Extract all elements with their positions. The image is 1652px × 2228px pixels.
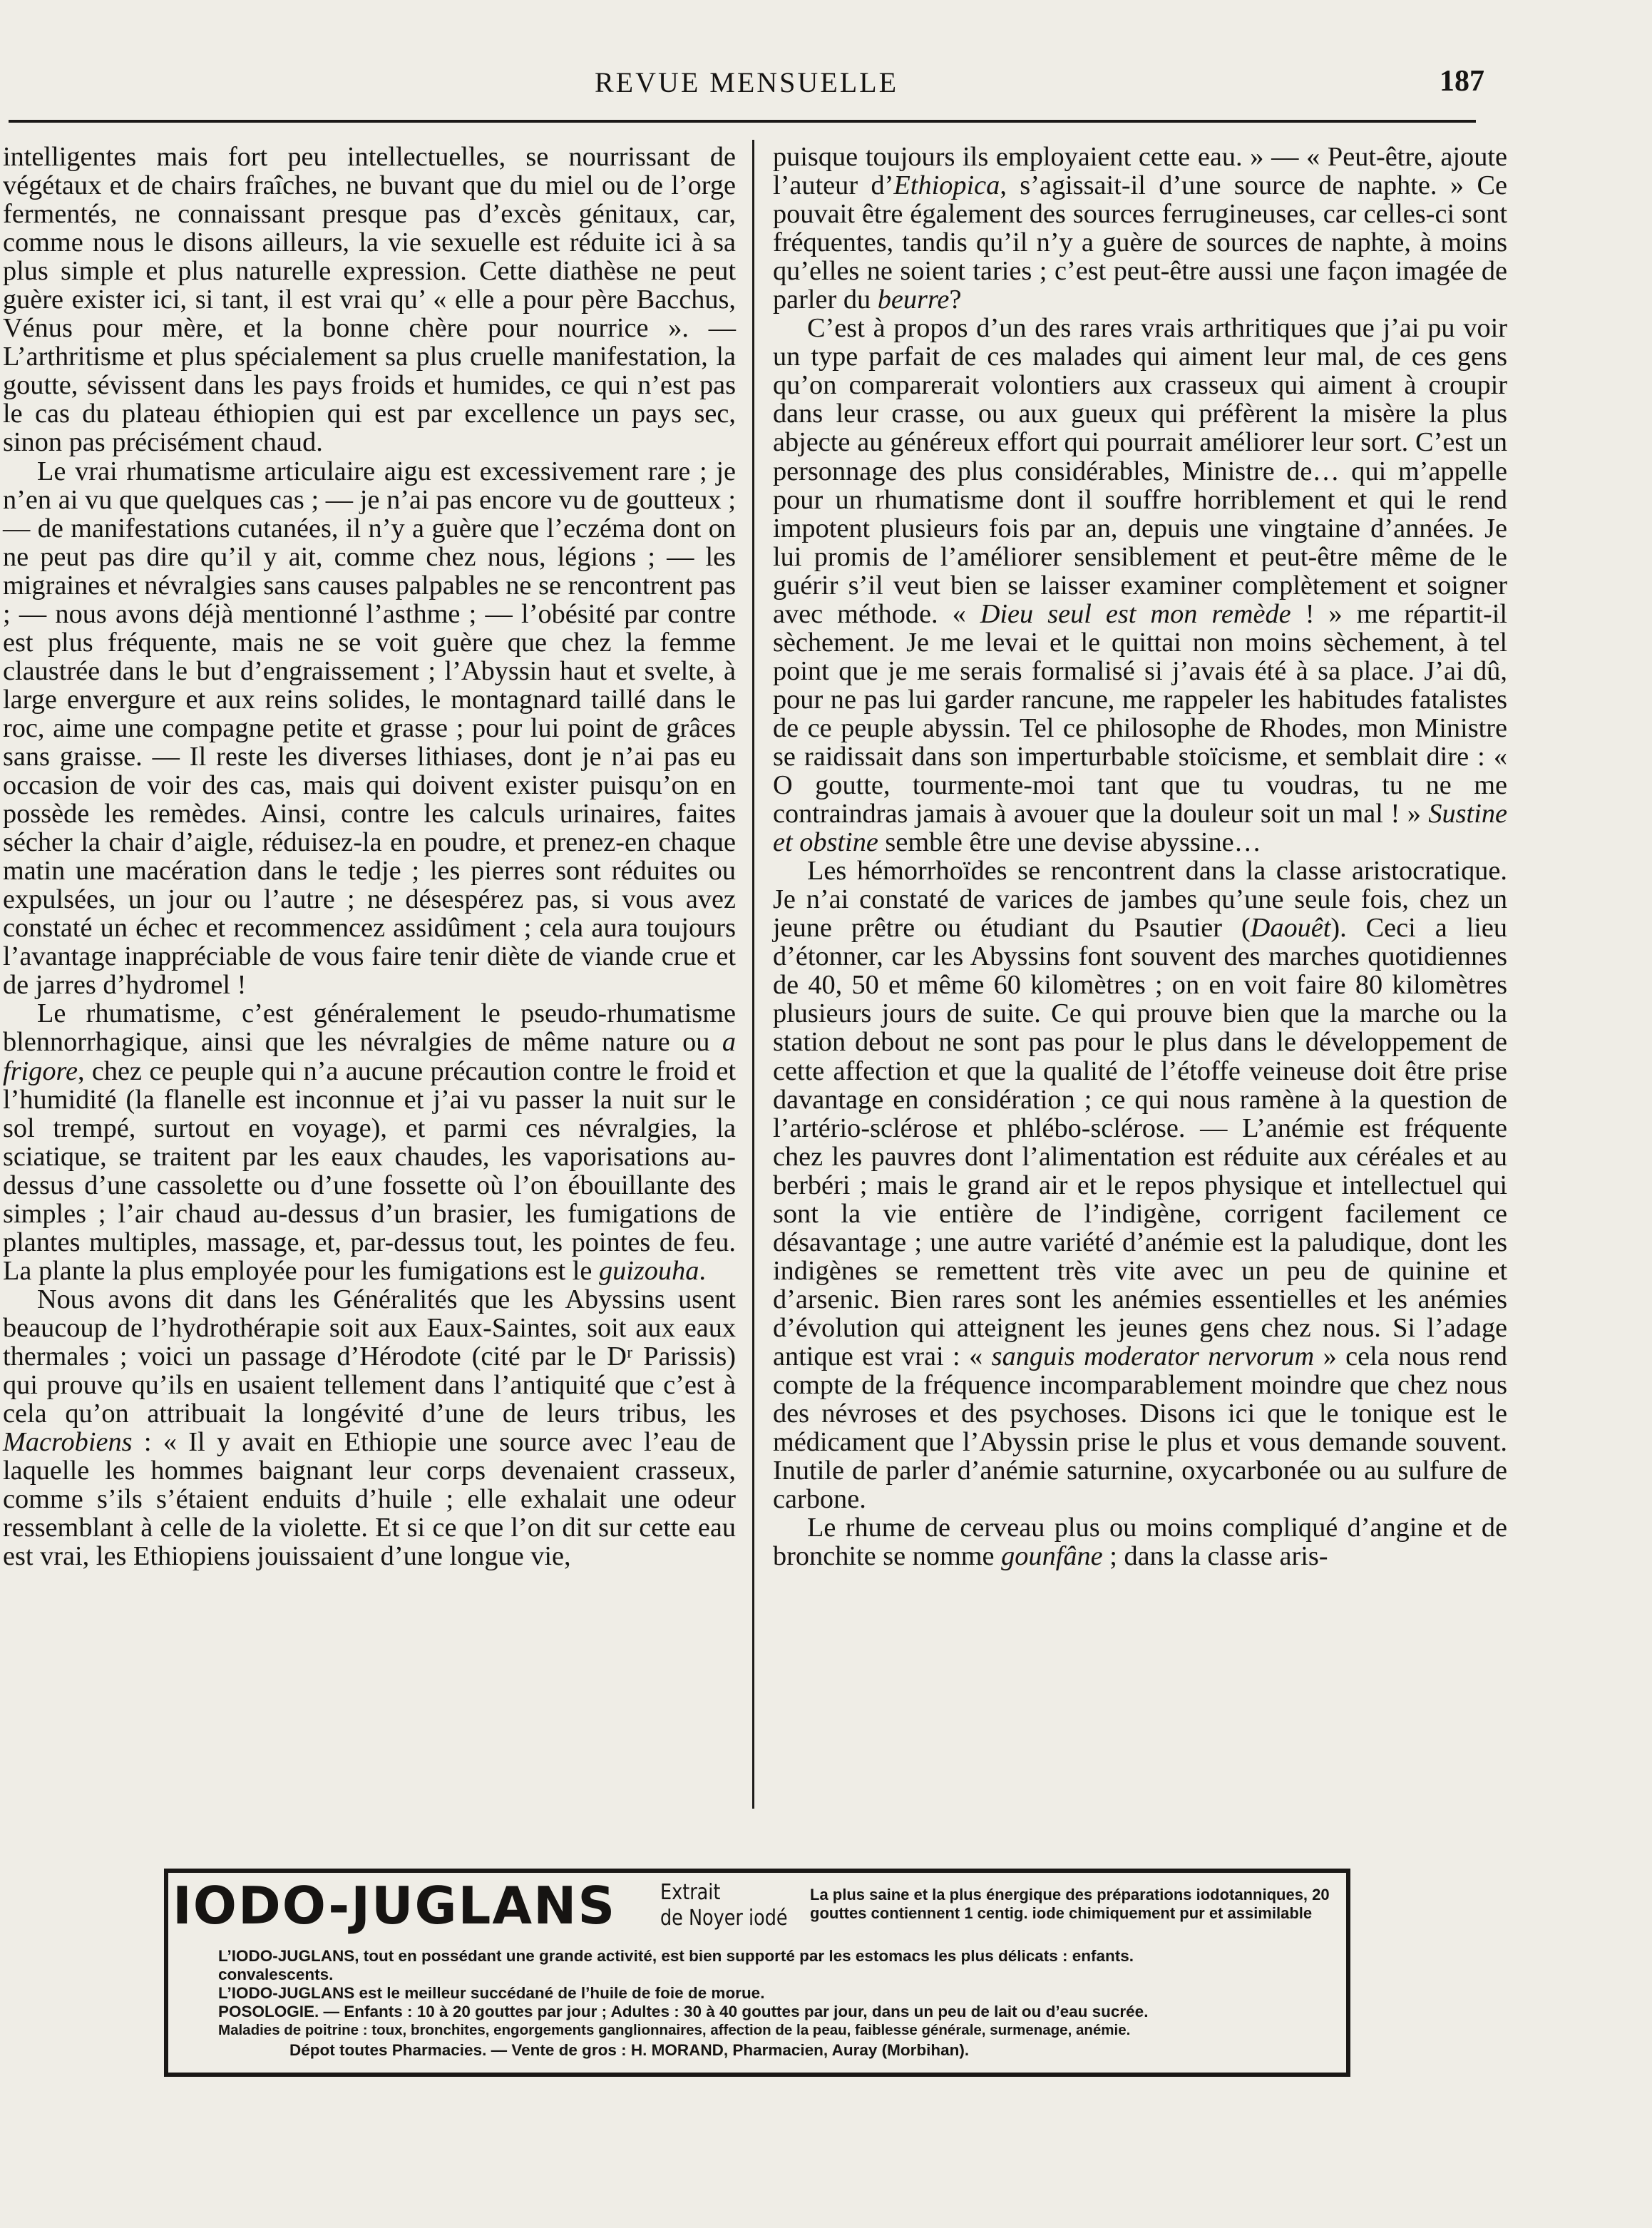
- running-title: REVUE MENSUELLE: [594, 66, 899, 98]
- header-rule: [9, 120, 1476, 123]
- text-run: ! » me répartit-il sèchement. Je me levai et le quittai non moins sèchement, à tel point que je me serais formalisé si j’avais été à sa place. J’ai dû, pour ne pas lui garder rancune, me rappeler les habitudes fatalistes de ce peuple abyssin. Tel ce philosophe de Rhodes, mon Ministre se raidissait dans son imperturbable stoïcisme, et semblait dire : « O goutte, tourmente-moi tant que tu voudras, tu ne me contraindras jamais à avouer que la douleur soit un mal ! »: [773, 598, 1507, 829]
- ad-text-line: L’IODO-JUGLANS, tout en possédant une grande activité, est bien supporté par les estomacs les plus délicats : enfants.: [218, 1947, 1134, 1965]
- ad-extrait: [660, 1880, 788, 1931]
- text-run: semble être une devise abyssine…: [878, 827, 1261, 858]
- ad-text-line: Maladies de poitrine : toux, bronchites, engorgements ganglionnaires, affection de la peau, faiblesse générale, surmenage, anémie.: [218, 2022, 1131, 2038]
- paragraph: [773, 143, 1507, 314]
- italic-term: Daouêt: [1250, 913, 1331, 944]
- italic-term: gounfâne: [1001, 1541, 1103, 1572]
- paragraph: [773, 857, 1507, 1513]
- italic-term: sanguis moderator nervorum: [991, 1341, 1315, 1371]
- text-run: puisque toujours ils employaient cette eau. » — « Peut-être, ajoute l’auteur d’: [773, 142, 1507, 201]
- paragraph: [3, 143, 736, 457]
- ad-extrait-line: Extrait: [660, 1880, 721, 1905]
- text-run: C’est à propos d’un des rares vrais arthritiques que j’ai pu voir un type parfait de ces malades qui aiment leur mal, de ces gens qu’on comparerait volontiers aux crasseux qui aiment à croupir dans leur crasse, ou aux gueux qui préfèrent la misère la plus abjecte au généreux effort qui pourrait améliorer leur sort. C’est un personnage des plus considérables, Ministre de… qui m’appelle pour un rhumatisme dont il souffre horriblement et qui le rend impotent plusieurs fois par an, depuis une vingtaine d’années. Je lui promis de l’améliorer sensiblement et peut-être même de le guérir s’il veut bien se laisser examiner complètement et soigner avec méthode. «: [773, 313, 1507, 629]
- paragraph: [3, 1285, 736, 1570]
- advertisement-box: [164, 1869, 1350, 2077]
- right-column: [773, 143, 1507, 1570]
- text-run: » cela nous rend compte de la fréquence incomparablement moindre que chez nous des névroses et des psychoses. Disons ici que le tonique est le médicament que l’Abyssin prise le plus et vous demande souvent. Inutile de parler d’anémie saturnine, oxycarbonée ou au sulfure de carbone.: [773, 1341, 1507, 1515]
- italic-term: Macrobiens: [3, 1427, 133, 1458]
- page-number: 187: [1440, 65, 1484, 98]
- text-run: Le vrai rhumatisme articulaire aigu est excessivement rare ; je n’en ai vu que quelques cas ; — je n’ai pas encore vu de goutteux ; — de manifestations cutanées, il n’y a guère que l’eczéma dont on ne peut pas dire qu’il y ait, comme chez nous, légions ; — les migraines et névralgies sans causes palpables ne se rencontrent pas ; — nous avons déjà mentionné l’asthme ; — l’obésité par contre est plus fréquente, mais ne se voit guère que chez la femme claustrée dans le but d’engraissement ; l’Abyssin haut et svelte, à large envergure et aux reins solides, le montagnard taillé dans le roc, aime une compagne petite et grasse ; pour lui point de grâces sans graisse. — Il reste les diverses lithiases, dont je n’ai pas eu occasion de voir des cas, mais qui doivent exister puisqu’on en possède les remèdes. Ainsi, contre les calculs urinaires, faites sécher la chair d’aigle, réduisez-la en poudre, et prenez-en chaque matin une macération dans le tedje ; les pierres sont réduites ou expulsées, un jour ou l’autre ; ne désespérez pas, si vous avez constaté un échec et recommencez assidûment ; cela aura toujours l’avantage inappréciable de vous faire tenir diète de viande crue et de jarres d’hydromel !: [3, 456, 736, 1001]
- text-run: Le rhumatisme, c’est généralement le pseudo-rhumatisme blennorrhagique, ainsi que les névralgies de même nature ou: [3, 998, 736, 1058]
- italic-term: Ethiopica: [893, 170, 1000, 201]
- text-run: .: [699, 1255, 706, 1286]
- page-header: [9, 66, 1484, 108]
- text-run: intelligentes mais fort peu intellectuelles, se nourrissant de végétaux et de chairs fraîches, ne buvant que du miel ou de l’orge fermentés, ne connaissant presque pas d’excès génitaux, car, comme nous le disons ailleurs, la vie sexuelle est réduite ici à sa plus simple et plus naturelle expression. Cette diathèse ne peut guère exister ici, si tant, il est vrai qu’ « elle a pour père Bacchus, Vénus pour mère, et la bonne chère pour nourrice ». — L’arthritisme et plus spécialement sa plus cruelle manifestation, la goutte, sévissent dans les pays froids et humides, ce qui n’est pas le cas du plateau éthiopien qui est par excellence un pays sec, sinon pas précisément chaud.: [3, 142, 736, 458]
- ad-extrait-line: de Noyer iodé: [660, 1906, 788, 1931]
- text-run: ; dans la classe aris-: [1102, 1541, 1328, 1572]
- ad-tagline: La plus saine et la plus énergique des préparations iodotanniques, 20 gouttes contiennent 1 centig. iode chimiquement pur et assimilable: [810, 1886, 1330, 1922]
- text-run: , chez ce peuple qui n’a aucune précaution contre le froid et l’humidité (la flanelle est inconnue et j’ai vu passer la nuit sur le sol trempé, surtout en voyage), et parmi ces névralgies, la sciatique, se traitent par les eaux chaudes, les vaporisations au-dessus d’une cassolette ou d’une fossette où l’on ébouillante des simples ; l’air chaud au-dessus d’un brasier, les fumigations de plantes multiples, massage, et, par-dessus tout, les pointes de feu. La plante la plus employée pour les fumigations est le: [3, 1056, 736, 1286]
- text-run: , s’agissait-il d’une source de naphte. » Ce pouvait être également des sources ferrugineuses, car celles-ci sont fréquentes, tandis qu’il n’y a guère de sources de naphte, à moins qu’elles ne soient taries ; c’est peut-être aussi une façon imagée de parler du: [773, 170, 1507, 315]
- ad-text-line: Dépot toutes Pharmacies. — Vente de gros : H. MORAND, Pharmacien, Auray (Morbihan).: [289, 2041, 970, 2059]
- paragraph: [3, 457, 736, 1000]
- italic-term: Dieu seul est mon remède: [980, 598, 1291, 629]
- text-run: Les hémorrhoïdes se rencontrent dans la classe aristocratique. Je n’ai constaté de varices de jambes qu’une seule fois, chez un jeune prêtre ou étudiant du Psautier (: [773, 856, 1507, 944]
- ad-text-line: convalescents.: [218, 1966, 334, 1983]
- italic-term: beurre: [877, 285, 950, 315]
- text-run: : « Il y avait en Ethiopie une source avec l’eau de laquelle les hommes baignant leur corps devenaient crasseux, comme s’ils s’étaient enduits d’huile ; elle exhalait une odeur ressemblant à celle de la violette. Et si ce que l’on dit sur cette eau est vrai, les Ethiopiens jouissaient d’une longue vie,: [3, 1427, 736, 1572]
- paragraph: [773, 314, 1507, 857]
- italic-term: Sustine et obstine: [773, 799, 1507, 858]
- text-run: Le rhume de cerveau plus ou moins compliqué d’angine et de bronchite se nomme: [773, 1513, 1507, 1572]
- left-column: [3, 143, 736, 1570]
- column-divider: [752, 140, 754, 1809]
- italic-term: guizouha: [598, 1255, 699, 1286]
- ad-brand-name: IODO-JUGLANS: [173, 1876, 617, 1936]
- ad-text-line: L’IODO-JUGLANS est le meilleur succédané de l’huile de foie de morue.: [218, 1984, 765, 2002]
- paragraph: [3, 999, 736, 1284]
- paragraph: [773, 1513, 1507, 1570]
- text-run: ?: [949, 285, 962, 315]
- ad-text-line: POSOLOGIE. — Enfants : 10 à 20 gouttes par jour ; Adultes : 30 à 40 gouttes par jour, dans un peu de lait ou d’eau sucrée.: [218, 2003, 1149, 2020]
- text-run: ). Ceci a lieu d’étonner, car les Abyssins font souvent des marches quotidiennes de 40, 50 et même 60 kilomètres ; on en voit faire 80 kilomètres plusieurs jours de suite. Ce qui prouve bien que la marche ou la station debout ne sont pas pour le plus dans le développement de cette affection et que la qualité de l’étoffe veineuse doit être prise davantage en considération ; ce qui nous ramène à la question de l’artério-sclérose et phlébo-sclérose. — L’anémie est fréquente chez les pauvres dont l’alimentation est réduite aux céréales et au berbéri ; mais le grand air et le repos physique et intellectuel qui sont la vie entière de l’indigène, corrigent facilement ce désavantage ; une autre variété d’anémie est la paludique, dont les indigènes se remettent très vite avec un peu de quinine et d’arsenic. Bien rares sont les anémies essentielles et les anémies d’évolution qui atteignent les jeunes gens chez nous. Si l’adage antique est vrai : «: [773, 913, 1508, 1371]
- text-run: Nous avons dit dans les Généralités que les Abyssins usent beaucoup de l’hydrothérapie soit aux Eaux-Saintes, soit aux eaux thermales ; voici un passage d’Hérodote (cité par le Dʳ Parissis) qui prouve qu’ils en usaient tellement dans l’antiquité que c’est à cela qu’on attribuait la longévité d’une de leurs tribus, les: [3, 1284, 736, 1429]
- italic-term: a frigore: [3, 1027, 736, 1086]
